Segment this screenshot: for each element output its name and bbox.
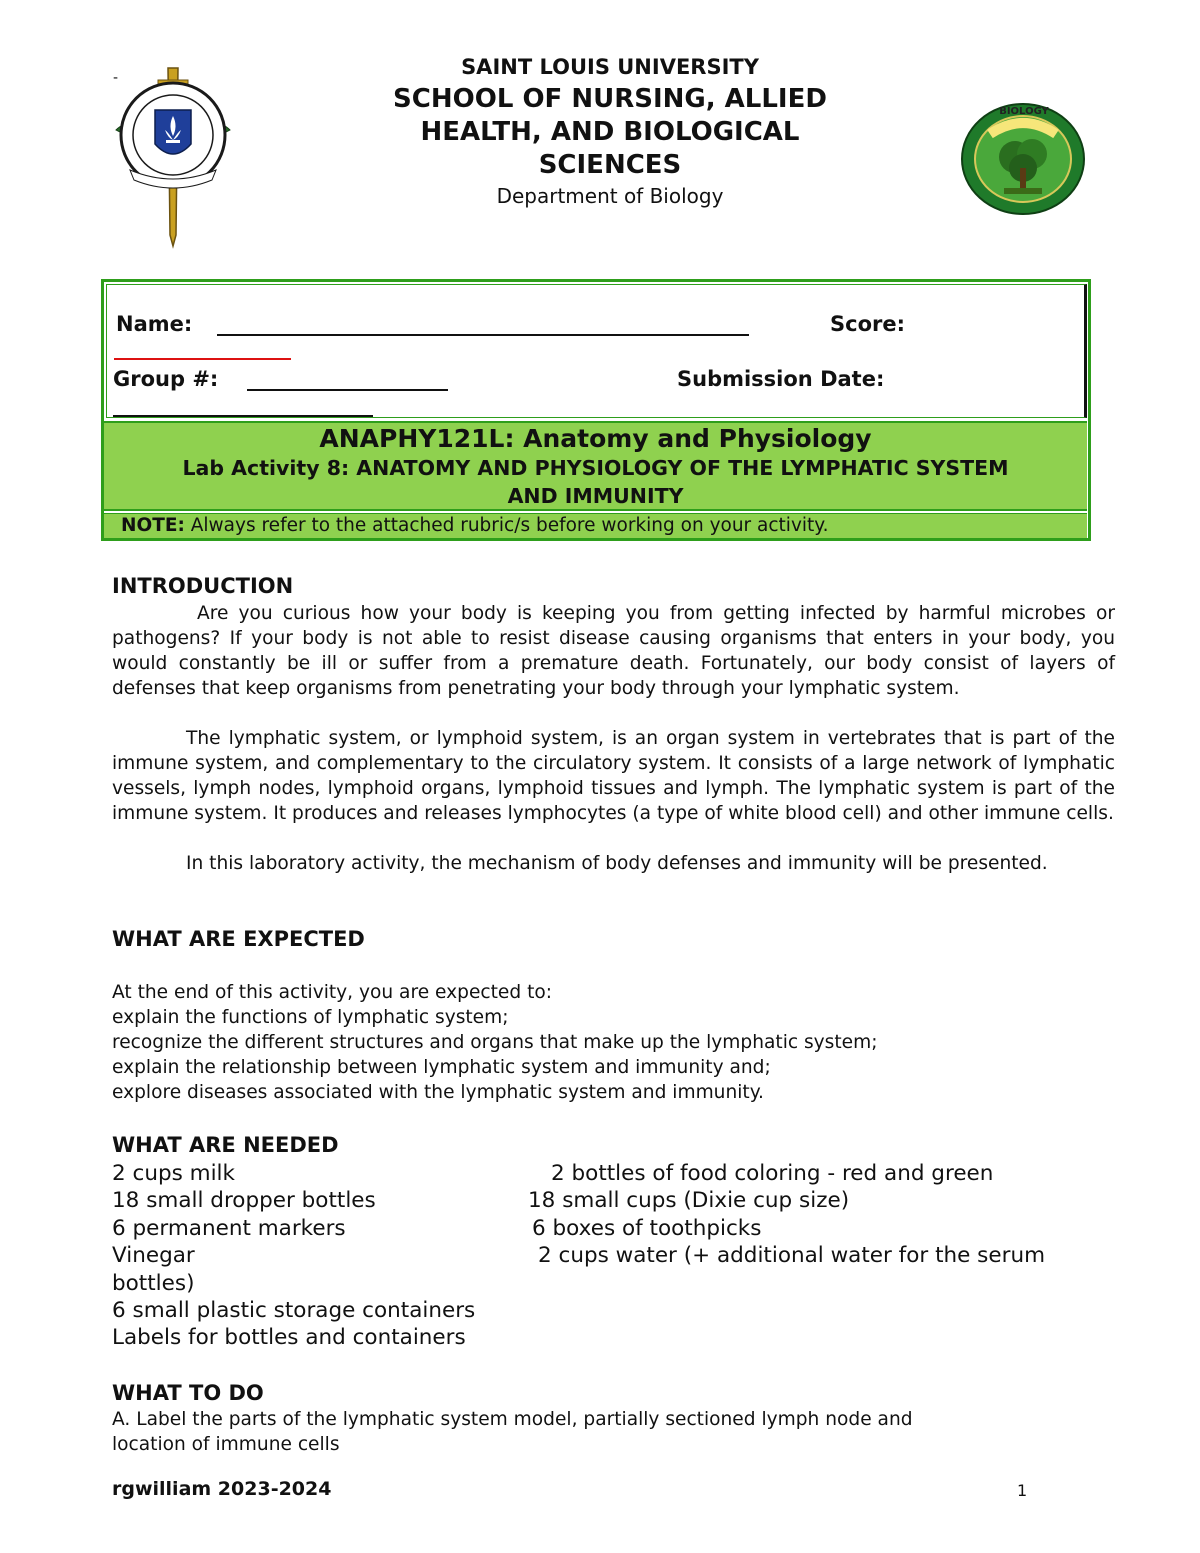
needed-right-item: 6 boxes of toothpicks [532,1216,762,1241]
introduction-paragraph-3: In this laboratory activity, the mechanism of body defenses and immunity will be presented. [186,853,1048,874]
group-field[interactable] [247,389,448,391]
score-label: Score: [830,312,905,336]
todo-line-1: A. Label the parts of the lymphatic system model, partially sectioned lymph node and [112,1409,913,1430]
introduction-paragraph-1: Are you curious how your body is keeping you from getting infected by harmful microbes or pathogens? If your body is not able to resist disease causing organisms that enters in your body, you would constantly be ill or suffer from a premature death. Fortunately, our body consist of layers of defenses that keep organisms from penetrating your body through your lymphatic system. [112,603,1115,699]
name-label: Name: [116,312,193,336]
needed-left-item: 2 cups milk [112,1161,235,1186]
note-text: Always refer to the attached rubric/s before working on your activity. [184,515,829,536]
note-line [121,515,828,536]
student-info-inner-border [106,284,1087,418]
needed-right-item: 2 bottles of food coloring - red and green [551,1161,994,1186]
expected-intro: At the end of this activity, you are expected to: [112,982,552,1003]
todo-title: WHAT TO DO [112,1381,264,1405]
footer-author: rgwilliam 2023-2024 [112,1478,332,1500]
university-name: SAINT LOUIS UNIVERSITY [461,55,759,79]
needed-left-item: Labels for bottles and containers [112,1325,466,1350]
dash-mark: - [113,70,119,86]
needed-left-item: 18 small dropper bottles [112,1188,376,1213]
needed-left-item: bottles) [112,1271,195,1296]
todo-line-2: location of immune cells [112,1434,340,1455]
needed-left-item: 6 small plastic storage containers [112,1298,476,1323]
expected-title: WHAT ARE EXPECTED [112,927,365,951]
activity-title-line2: AND IMMUNITY [507,484,684,508]
biology-department-seal [960,102,1086,216]
introduction-title: INTRODUCTION [112,574,294,598]
page-number: 1 [1017,1481,1028,1500]
needed-right-item: 18 small cups (Dixie cup size) [528,1188,850,1213]
saint-louis-university-seal [108,60,238,250]
expected-item: explore diseases associated with the lymphatic system and immunity. [112,1082,764,1103]
score-field[interactable] [114,358,291,360]
needed-left-item: Vinegar [112,1243,195,1268]
name-field[interactable] [217,334,749,336]
submission-date-field[interactable] [113,415,373,417]
school-name-line1: SCHOOL OF NURSING, ALLIED [393,84,827,114]
activity-title-line1: Lab Activity 8: ANATOMY AND PHYSIOLOGY OF THE LYMPHATIC SYSTEM [182,456,1009,480]
note-label: NOTE: [121,515,185,536]
needed-left-item: 6 permanent markers [112,1216,346,1241]
school-name-line2: HEALTH, AND BIOLOGICAL [420,117,800,147]
expected-item: explain the functions of lymphatic system; [112,1007,509,1028]
needed-right-item: 2 cups water (+ additional water for the serum [538,1243,1046,1268]
expected-item: recognize the different structures and organs that make up the lymphatic system; [112,1032,878,1053]
course-title: ANAPHY121L: Anatomy and Physiology [319,424,872,453]
submission-date-label: Submission Date: [677,367,885,391]
department-name: Department of Biology [496,184,724,208]
introduction-paragraph-2: The lymphatic system, or lymphoid system, is an organ system in vertebrates that is part of the immune system, and complementary to the circulatory system. It consists of a large network of lymphatic vessels, lymph nodes, lymphoid organs, lymphoid tissues and lymph. The lymphatic system is part of the immune system. It produces and releases lymphocytes (a type of white blood cell) and other immune cells. [112,728,1115,824]
biology-seal-label: BIOLOGY [999,106,1049,117]
expected-item: explain the relationship between lymphatic system and immunity and; [112,1057,771,1078]
school-name-line3: SCIENCES [538,150,682,180]
group-label: Group #: [113,367,219,391]
needed-title: WHAT ARE NEEDED [112,1133,339,1157]
